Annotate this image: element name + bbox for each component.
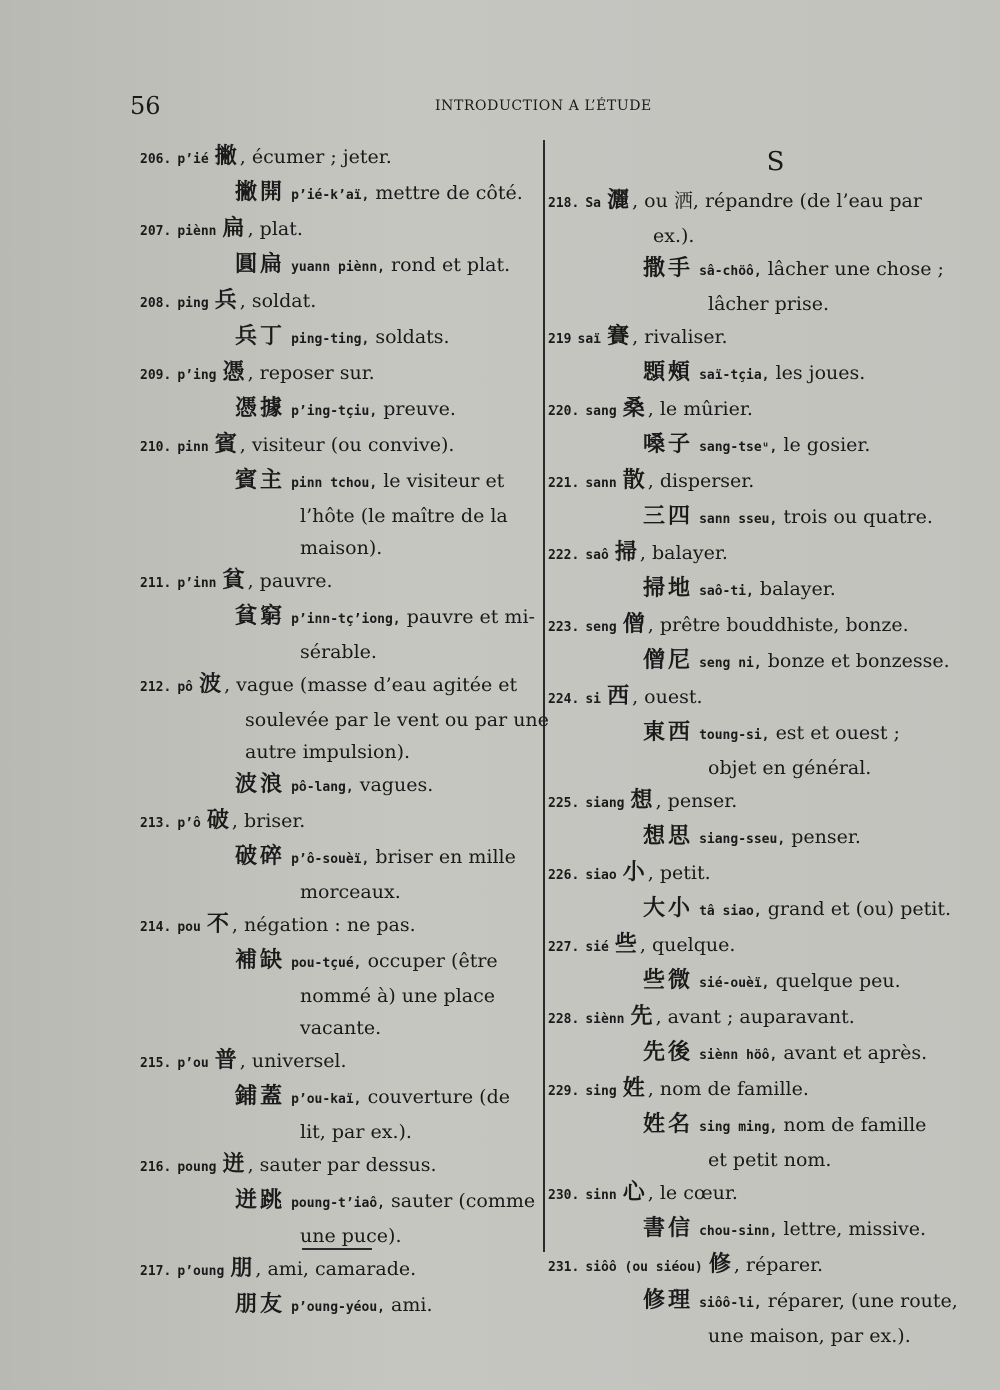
- compound-characters: 些微: [643, 967, 694, 993]
- entry-number: 228.: [548, 1012, 580, 1027]
- entry-headline: 222. saô 掃, balayer.: [548, 539, 728, 565]
- entry-character: 波: [199, 671, 225, 697]
- dictionary-entry: [548, 680, 943, 784]
- entry-headline: 221. sann 散, disperser.: [548, 467, 755, 493]
- compound-romanization: pô-lang,: [291, 780, 354, 795]
- compound-definition: ami.: [391, 1294, 433, 1316]
- compound-definition: couverture (de: [367, 1086, 510, 1108]
- entry-definition: ou 洒, répandre (de l’eau par: [644, 190, 922, 212]
- entry-headline: 218. Sa 灑, ou 洒, répandre (de l’eau par: [548, 187, 922, 213]
- entry-number: 222.: [548, 548, 580, 563]
- entry-number: 215.: [140, 1056, 172, 1071]
- compound-characters: 波浪: [235, 771, 286, 797]
- entry-romanization: p’ié: [177, 152, 209, 167]
- compound-characters: 賓主: [235, 467, 286, 493]
- entry-number: 224.: [548, 692, 580, 707]
- compound-definition: mettre de côté.: [375, 182, 523, 204]
- entry-definition: négation : ne pas.: [244, 914, 416, 936]
- compound-definition: rond et plat.: [391, 254, 511, 276]
- entry-character: 想: [630, 787, 656, 813]
- left-column: [140, 140, 549, 1324]
- entry-number: 216.: [140, 1160, 172, 1175]
- entry-romanization: piènn: [177, 224, 217, 239]
- entry-number: 206.: [140, 152, 172, 167]
- entry-romanization: pinn: [177, 440, 209, 455]
- entry-number: 221.: [548, 476, 580, 491]
- entry-romanization: sing: [585, 1084, 617, 1099]
- compound-line: [140, 600, 535, 636]
- entry-character: 賓: [214, 431, 240, 457]
- entry-character: 賽: [607, 323, 633, 349]
- compound-romanization: toung-si,: [699, 728, 770, 743]
- entry-headline: 226. siao 小, petit.: [548, 859, 711, 885]
- entry-romanization: p’ô: [177, 816, 201, 831]
- compound-line: [548, 1212, 943, 1248]
- entry-headline: 231. siôô (ou siéou) 修, réparer.: [548, 1251, 824, 1277]
- entry-number: 210.: [140, 440, 172, 455]
- entry-romanization: sann: [585, 476, 617, 491]
- entry-definition: écumer ; jeter.: [251, 146, 392, 168]
- compound-definition-continued: morceaux.: [300, 881, 401, 903]
- entry-headline: 216. poung 迸, sauter par dessus.: [140, 1151, 437, 1177]
- compound-line: [140, 840, 535, 876]
- compound-definition: quelque peu.: [775, 970, 901, 992]
- entry-romanization: pou: [177, 920, 201, 935]
- entry-definition: le mûrier.: [659, 398, 753, 420]
- entry-romanization: siao: [585, 868, 617, 883]
- compound-line: [140, 768, 535, 804]
- entry-definition: réparer.: [745, 1254, 824, 1276]
- entry-definition: ami, camarade.: [267, 1258, 417, 1280]
- entry-headline: 207. piènn 扁, plat.: [140, 215, 303, 241]
- entry-character: 撇: [214, 143, 240, 169]
- entry-romanization: siôô (ou siéou): [585, 1260, 703, 1275]
- dictionary-entry: [140, 356, 535, 428]
- entry-number: 212.: [140, 680, 172, 695]
- entry-definition: vague (masse d’eau agitée et: [236, 674, 518, 696]
- entry-number: 230.: [548, 1188, 580, 1203]
- compound-line: [548, 500, 943, 536]
- entry-headline: 229. sing 姓, nom de famille.: [548, 1075, 809, 1101]
- compound-characters: 三四: [643, 503, 694, 529]
- entry-romanization: Sa: [585, 196, 602, 211]
- entry-definition: soldat.: [251, 290, 317, 312]
- entry-headline: 209. p’ing 憑, reposer sur.: [140, 359, 375, 385]
- compound-definition-continued: lâcher prise.: [708, 293, 830, 315]
- compound-romanization: sié-ouèï,: [699, 976, 770, 991]
- entry-character: 心: [622, 1179, 648, 1205]
- entry-number: 225.: [548, 796, 580, 811]
- compound-line: [140, 176, 535, 212]
- compound-definition: preuve.: [383, 398, 456, 420]
- compound-definition: penser.: [791, 826, 861, 848]
- compound-definition: briser en mille: [375, 846, 516, 868]
- dictionary-entry: [548, 392, 943, 464]
- entry-headline: 215. p’ou 普, universel.: [140, 1047, 347, 1073]
- compound-romanization: sann sseu,: [699, 512, 778, 527]
- entry-character: 修: [708, 1251, 734, 1277]
- compound-definition: réparer, (une route,: [767, 1290, 958, 1312]
- compound-characters: 修理: [643, 1287, 694, 1313]
- entry-number: 223.: [548, 620, 580, 635]
- entry-definition: prêtre bouddhiste, bonze.: [659, 614, 909, 636]
- entry-romanization: sang: [585, 404, 617, 419]
- page-number: 56: [130, 92, 161, 120]
- entry-headline: 210. pinn 賓, visiteur (ou convive).: [140, 431, 455, 457]
- entry-character: 桑: [622, 395, 648, 421]
- dictionary-entry: [548, 608, 950, 680]
- entry-definition: briser.: [244, 810, 306, 832]
- compound-characters: 貧窮: [235, 603, 286, 629]
- entry-number: 213.: [140, 816, 172, 831]
- entry-headline: 228. siènn 先, avant ; auparavant.: [548, 1003, 855, 1029]
- compound-characters: 大小: [643, 895, 694, 921]
- entry-romanization: pô: [177, 680, 194, 695]
- compound-characters: 兵丁: [235, 323, 286, 349]
- entry-romanization: si: [585, 692, 602, 707]
- entry-definition: visiteur (ou convive).: [251, 434, 455, 456]
- entry-character: 貧: [222, 567, 248, 593]
- entry-definition-continued: autre impulsion).: [245, 741, 411, 763]
- entry-definition: petit.: [659, 862, 711, 884]
- compound-romanization: saô-ti,: [699, 584, 754, 599]
- entry-character: 兵: [214, 287, 240, 313]
- entry-character: 破: [206, 807, 232, 833]
- entry-headline: 224. si 西, ouest.: [548, 683, 703, 709]
- compound-line: [140, 464, 535, 500]
- compound-characters: 書信: [643, 1215, 694, 1241]
- entry-number: 226.: [548, 868, 580, 883]
- compound-definition-continued: objet en général.: [708, 757, 872, 779]
- compound-definition: nom de famille: [783, 1114, 927, 1136]
- dictionary-entry: [140, 908, 535, 1044]
- compound-romanization: siôô-li,: [699, 1296, 762, 1311]
- compound-line: [548, 892, 951, 928]
- entry-character: 朋: [230, 1255, 256, 1281]
- entry-character: 先: [630, 1003, 656, 1029]
- entry-definition: quelque.: [652, 934, 736, 956]
- compound-romanization: p’ing-tçiu,: [291, 404, 378, 419]
- section-letter: S: [766, 147, 785, 177]
- compound-line: [140, 1184, 535, 1220]
- compound-romanization: poung-t’iaô,: [291, 1196, 385, 1211]
- compound-romanization: p’ié-k’aï,: [291, 188, 370, 203]
- entry-headline: 225. siang 想, penser.: [548, 787, 738, 813]
- compound-line: [548, 964, 943, 1000]
- compound-romanization: p’inn-tç’iong,: [291, 612, 401, 627]
- compound-characters: 迸跳: [235, 1187, 286, 1213]
- compound-definition: lettre, missive.: [783, 1218, 927, 1240]
- compound-characters: 東西: [643, 719, 694, 745]
- compound-line: [140, 320, 535, 356]
- compound-definition: bonze et bonzesse.: [767, 650, 950, 672]
- entry-definition-continued: ex.).: [653, 225, 695, 247]
- compound-line: [548, 428, 943, 464]
- entry-romanization: siènn: [585, 1012, 625, 1027]
- compound-romanization: siènn höô,: [699, 1048, 778, 1063]
- entry-headline: 230. sinn 心, le cœur.: [548, 1179, 738, 1205]
- entry-definition: universel.: [251, 1050, 347, 1072]
- dictionary-entry: [548, 536, 943, 608]
- compound-definition: pauvre et mi-: [406, 606, 535, 628]
- compound-definition: soldats.: [375, 326, 450, 348]
- compound-definition: le visiteur et: [383, 470, 505, 492]
- entry-number: 207.: [140, 224, 172, 239]
- entry-number: 218.: [548, 196, 580, 211]
- compound-romanization: siang-sseu,: [699, 832, 786, 847]
- compound-line: [548, 1108, 943, 1144]
- compound-definition-continued: maison).: [300, 537, 383, 559]
- entry-romanization: p’ou: [177, 1056, 209, 1071]
- entry-definition: penser.: [667, 790, 738, 812]
- dictionary-entry: [140, 212, 535, 284]
- compound-romanization: p’oung-yéou,: [291, 1300, 385, 1315]
- compound-definition: vagues.: [359, 774, 434, 796]
- compound-characters: 撇開: [235, 179, 286, 205]
- entry-character: 散: [622, 467, 648, 493]
- entry-definition: nom de famille.: [659, 1078, 809, 1100]
- compound-characters: 掃地: [643, 575, 694, 601]
- compound-line: [140, 1080, 535, 1116]
- compound-definition-continued: une maison, par ex.).: [708, 1325, 911, 1347]
- compound-line: [548, 356, 943, 392]
- compound-definition: les joues.: [775, 362, 866, 384]
- entry-definition: disperser.: [659, 470, 755, 492]
- entry-definition-continued: soulevée par le vent ou par une: [245, 709, 549, 731]
- entry-character: 灑: [607, 187, 633, 213]
- dictionary-entry: [140, 140, 535, 212]
- entry-headline: 217. p’oung 朋, ami, camarade.: [140, 1255, 417, 1281]
- entry-number: 217.: [140, 1264, 172, 1279]
- entry-character: 小: [622, 859, 648, 885]
- entry-headline: 212. pô 波, vague (masse d’eau agitée et: [140, 671, 518, 697]
- entry-romanization: sié: [585, 940, 609, 955]
- compound-characters: 圓扁: [235, 251, 286, 277]
- entry-romanization: seng: [585, 620, 617, 635]
- compound-definition: avant et après.: [783, 1042, 928, 1064]
- compound-romanization: chou-sinn,: [699, 1224, 778, 1239]
- entry-character: 僧: [622, 611, 648, 637]
- compound-romanization: p’ô-souèï,: [291, 852, 370, 867]
- entry-character: 迸: [222, 1151, 248, 1177]
- entry-headline: 208. ping 兵, soldat.: [140, 287, 317, 313]
- dictionary-entry: [140, 804, 535, 908]
- compound-romanization: sâ-chöô,: [699, 264, 762, 279]
- entry-definition: reposer sur.: [259, 362, 375, 384]
- compound-romanization: p’ou-kaï,: [291, 1092, 362, 1107]
- compound-romanization: tâ siao,: [699, 904, 762, 919]
- compound-line: [548, 252, 943, 288]
- entry-headline: 219 saï 賽, rivaliser.: [548, 323, 728, 349]
- compound-line: [140, 392, 535, 428]
- compound-characters: 破碎: [235, 843, 286, 869]
- compound-characters: 撒手: [643, 255, 694, 281]
- entry-number: 208.: [140, 296, 172, 311]
- entry-headline: 223. seng 僧, prêtre bouddhiste, bonze.: [548, 611, 909, 637]
- compound-line: [140, 248, 535, 284]
- entry-character: 憑: [222, 359, 248, 385]
- entry-romanization: saï: [577, 332, 602, 347]
- entry-headline: 206. p’ié 撇, écumer ; jeter.: [140, 143, 392, 169]
- entry-romanization: siang: [585, 796, 625, 811]
- entry-definition: pauvre.: [259, 570, 333, 592]
- compound-definition-continued: sérable.: [300, 641, 377, 663]
- compound-definition-continued: lit, par ex.).: [300, 1121, 412, 1143]
- dictionary-entry: [548, 856, 951, 928]
- dictionary-entry: [548, 1000, 943, 1072]
- compound-definition-continued: l’hôte (le maître de la: [300, 505, 508, 527]
- compound-romanization: ping-ting,: [291, 332, 370, 347]
- entry-definition: sauter par dessus.: [259, 1154, 437, 1176]
- dictionary-entry: [548, 1248, 958, 1352]
- compound-characters: 嗓子: [643, 431, 694, 457]
- compound-characters: 姓名: [643, 1111, 694, 1137]
- compound-definition-continued: nommé à) une place: [300, 985, 495, 1007]
- entry-headline: 214. pou 不, négation : ne pas.: [140, 911, 416, 937]
- compound-definition: grand et (ou) petit.: [767, 898, 951, 920]
- compound-line: [548, 1284, 958, 1320]
- compound-line: [548, 1036, 943, 1072]
- dictionary-entry: [548, 1176, 943, 1248]
- running-head: INTRODUCTION A L’ÉTUDE: [435, 98, 652, 114]
- entry-character: 西: [607, 683, 633, 709]
- compound-romanization: pinn tchou,: [291, 476, 378, 491]
- compound-characters: 朋友: [235, 1291, 286, 1317]
- entry-romanization: poung: [177, 1160, 217, 1175]
- compound-romanization: pou-tçué,: [291, 956, 362, 971]
- entry-number: 211.: [140, 576, 172, 591]
- dictionary-entry: [140, 1044, 535, 1148]
- column-divider: [543, 140, 545, 1252]
- compound-characters: 補缺: [235, 947, 286, 973]
- entry-character: 掃: [614, 539, 640, 565]
- entry-character: 些: [614, 931, 640, 957]
- compound-definition: est et ouest ;: [775, 722, 900, 744]
- entry-romanization: p’inn: [177, 576, 217, 591]
- compound-romanization: yuann piènn,: [291, 260, 385, 275]
- entry-number: 231.: [548, 1260, 580, 1275]
- entry-number: 219: [548, 332, 572, 347]
- entry-definition: ouest.: [644, 686, 703, 708]
- entry-character: 姓: [622, 1075, 648, 1101]
- compound-romanization: saï-tçia,: [699, 368, 770, 383]
- entry-romanization: ping: [177, 296, 209, 311]
- entry-definition: plat.: [259, 218, 303, 240]
- dictionary-entry: [548, 784, 943, 856]
- entry-romanization: p’ing: [177, 368, 217, 383]
- entry-number: 229.: [548, 1084, 580, 1099]
- entry-headline: 213. p’ô 破, briser.: [140, 807, 306, 833]
- entry-character: 普: [214, 1047, 240, 1073]
- dictionary-entry: [548, 184, 943, 320]
- compound-line: [140, 1288, 535, 1324]
- entry-number: 214.: [140, 920, 172, 935]
- compound-definition: occuper (être: [367, 950, 498, 972]
- compound-characters: 僧尼: [643, 647, 694, 673]
- compound-line: [140, 944, 535, 980]
- compound-definition: balayer.: [759, 578, 836, 600]
- entry-romanization: saô: [585, 548, 609, 563]
- entry-definition: balayer.: [652, 542, 728, 564]
- compound-definition: trois ou quatre.: [783, 506, 933, 528]
- compound-characters: 先後: [643, 1039, 694, 1065]
- compound-romanization: sang-tseᵘ,: [699, 440, 778, 455]
- entry-character: 不: [206, 911, 232, 937]
- dictionary-entry: [548, 320, 943, 392]
- entry-number: 227.: [548, 940, 580, 955]
- compound-definition: le gosier.: [783, 434, 871, 456]
- entry-character: 扁: [222, 215, 248, 241]
- entry-definition: avant ; auparavant.: [667, 1006, 855, 1028]
- dictionary-entry: [140, 1148, 535, 1252]
- compound-definition: sauter (comme: [391, 1190, 536, 1212]
- dictionary-entry: [140, 1252, 535, 1324]
- entry-headline: 211. p’inn 貧, pauvre.: [140, 567, 333, 593]
- compound-romanization: sing ming,: [699, 1120, 778, 1135]
- right-column: [548, 140, 958, 1352]
- compound-line: [548, 572, 943, 608]
- dictionary-entry: [140, 668, 549, 804]
- compound-line: [548, 716, 943, 752]
- entry-headline: 220. sang 桑, le mûrier.: [548, 395, 753, 421]
- dictionary-entry: [140, 284, 535, 356]
- entry-romanization: p’oung: [177, 1264, 225, 1279]
- entry-number: 209.: [140, 368, 172, 383]
- entry-definition: rivaliser.: [644, 326, 728, 348]
- dictionary-entry: [140, 428, 535, 564]
- compound-definition: lâcher une chose ;: [767, 258, 944, 280]
- compound-line: [548, 644, 950, 680]
- compound-characters: 鋪蓋: [235, 1083, 286, 1109]
- compound-characters: 憑據: [235, 395, 286, 421]
- compound-characters: 顋頰: [643, 359, 694, 385]
- dictionary-entry: [548, 928, 943, 1000]
- entry-number: 220.: [548, 404, 580, 419]
- compound-definition-continued: vacante.: [300, 1017, 382, 1039]
- compound-definition-continued: et petit nom.: [708, 1149, 832, 1171]
- compound-romanization: seng ni,: [699, 656, 762, 671]
- entry-definition: le cœur.: [659, 1182, 738, 1204]
- dictionary-entry: [548, 1072, 943, 1176]
- entry-headline: 227. sié 些, quelque.: [548, 931, 736, 957]
- compound-line: [548, 820, 943, 856]
- dictionary-entry: [548, 464, 943, 536]
- compound-definition-continued: une puce).: [300, 1225, 402, 1247]
- dictionary-entry: [140, 564, 535, 668]
- entry-romanization: sinn: [585, 1188, 617, 1203]
- compound-characters: 想思: [643, 823, 694, 849]
